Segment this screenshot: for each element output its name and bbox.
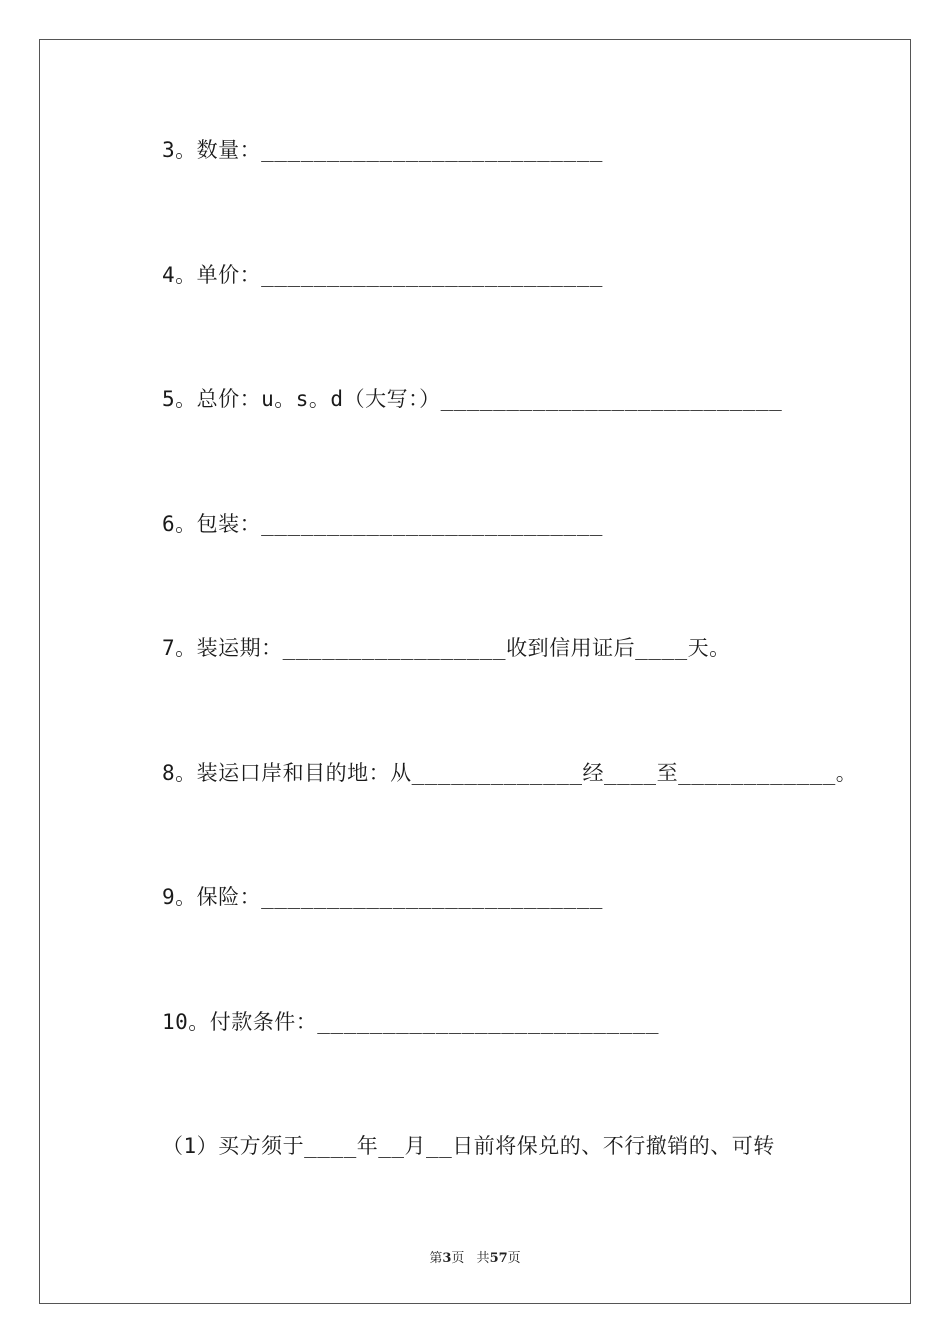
- total-indicator: [477, 1251, 521, 1266]
- clause-payment-subitem-1: （1）买方须于____年__月__日前将保兑的、不行撤销的、可转: [162, 1134, 775, 1158]
- clause-insurance: 9。保险：__________________________: [162, 885, 603, 909]
- clause-total-price: 5。总价：u。s。d（大写：）__________________________: [162, 387, 783, 411]
- clause-unit-price: 4。单价：__________________________: [162, 263, 603, 287]
- total-prefix: 共: [476, 1251, 490, 1266]
- total-suffix: 页: [507, 1251, 521, 1266]
- total-pages: 57: [489, 1251, 508, 1266]
- page-indicator: [429, 1251, 464, 1266]
- clause-quantity: 3。数量：__________________________: [162, 138, 603, 162]
- clause-payment-terms: 10。付款条件：__________________________: [162, 1010, 660, 1034]
- page-suffix: 页: [451, 1251, 465, 1266]
- page-footer: [0, 1247, 950, 1266]
- clause-packing: 6。包装：__________________________: [162, 512, 603, 536]
- page-number: 3: [442, 1251, 452, 1266]
- page-prefix: 第: [429, 1251, 443, 1266]
- clause-shipment-period: 7。装运期：_________________收到信用证后____天。: [162, 636, 731, 660]
- page-frame: [39, 39, 911, 1304]
- clause-ports: 8。装运口岸和目的地：从_____________经____至____________。: [162, 761, 858, 785]
